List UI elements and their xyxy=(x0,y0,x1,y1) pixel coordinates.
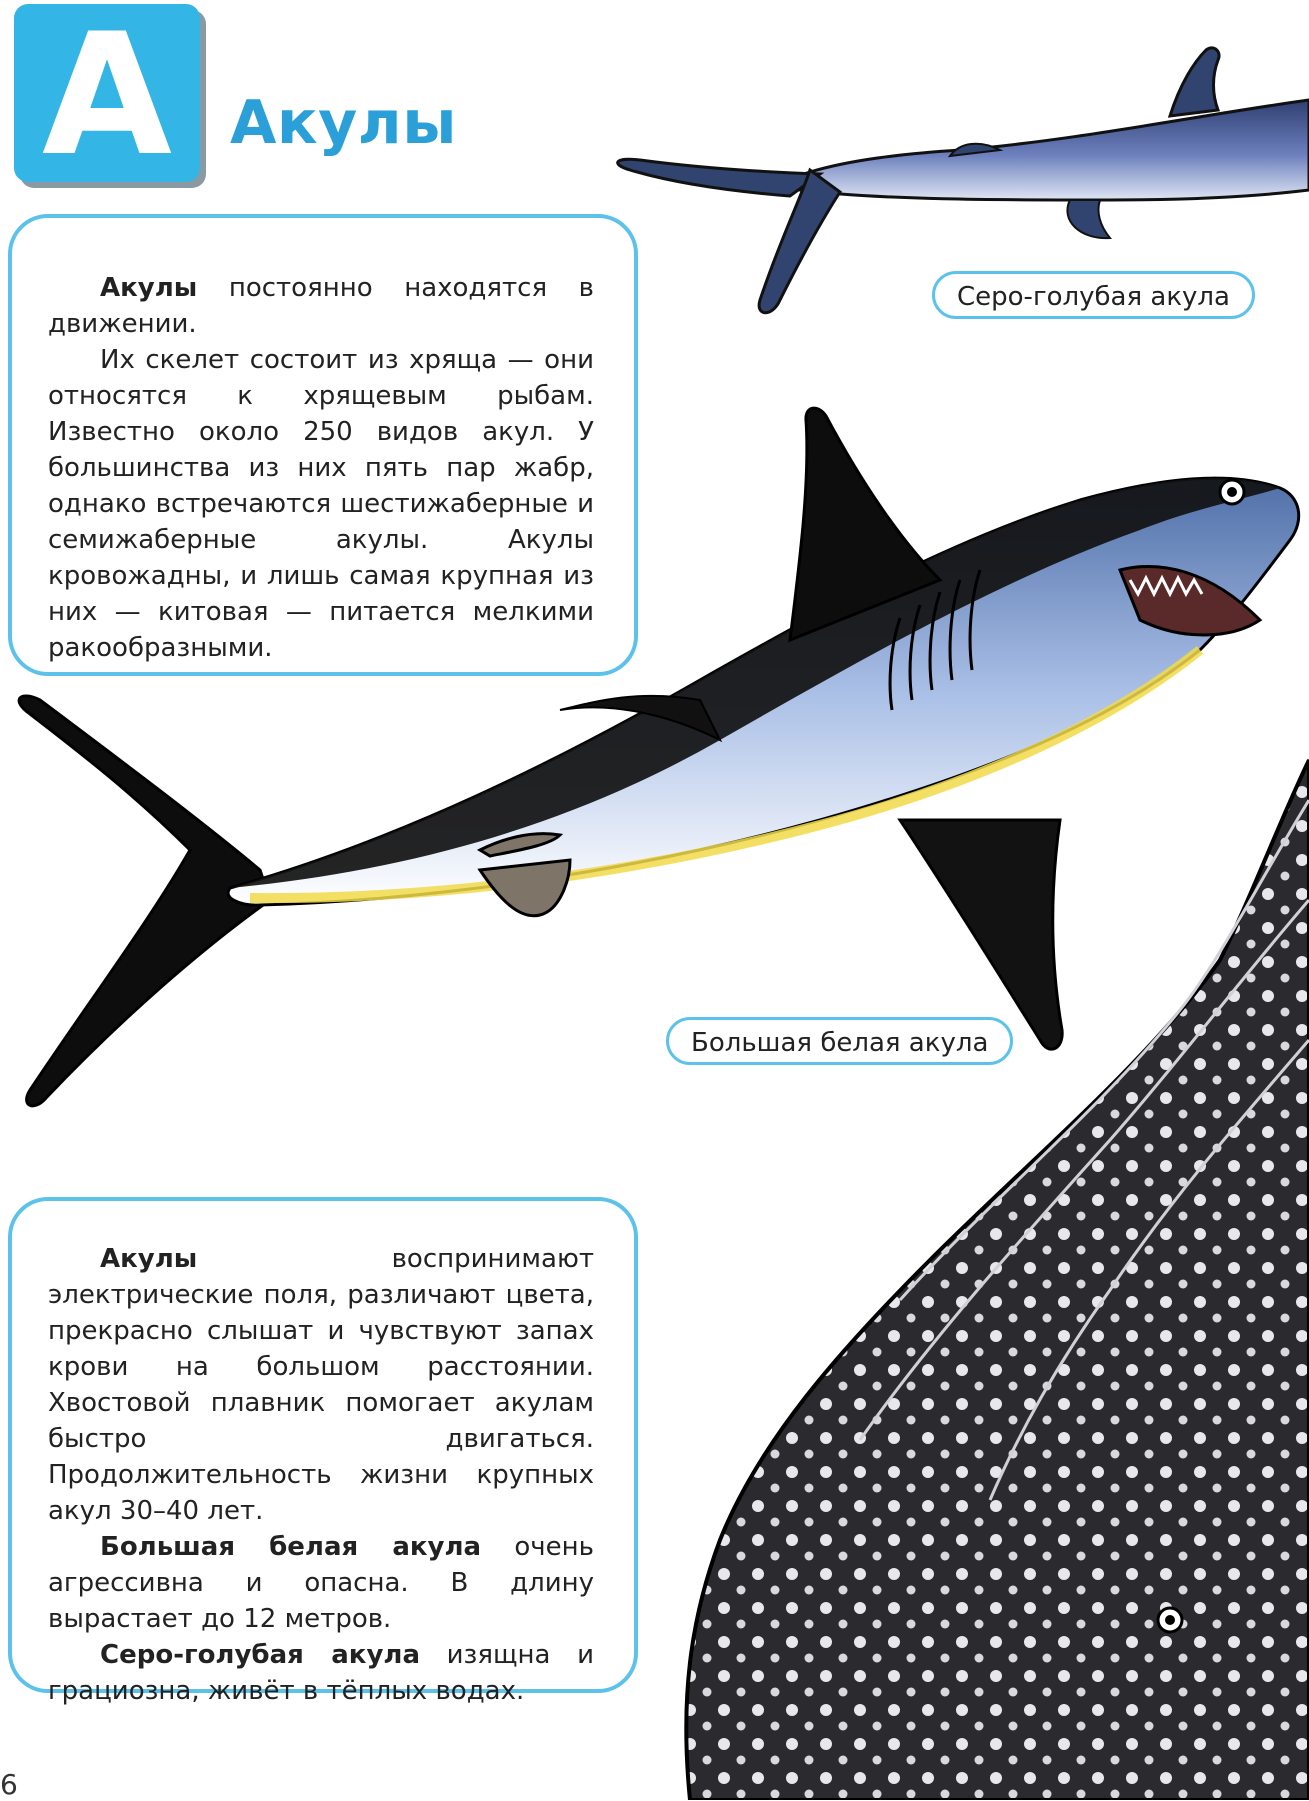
great-white-shark-label: Большая белая акула xyxy=(666,1017,1013,1065)
facts-paragraph-3-text: изящна и грациозна, живёт в тёплых водах. xyxy=(48,1640,595,1706)
page-number: 6 xyxy=(0,1768,18,1801)
section-letter-badge xyxy=(14,0,200,193)
blue-shark-label: Серо-голубая акула xyxy=(932,271,1255,319)
facts-paragraph-1 xyxy=(48,1241,594,1529)
intro-paragraph-2: Их скелет состоит из хряща — они относятся к хрящевым рыбам. Известно около 250 видов акул. У большинства из них пять пар жабр, однако встречаются шестижаберные и семижаберные акулы. Акулы кровожадны, и лишь самая крупная из них — китовая — питается мелкими ракообразными. xyxy=(48,345,594,663)
section-letter: А xyxy=(41,0,173,193)
facts-paragraph-2-text: очень агрессивна и опасна. В длину вырастает до 12 метров. xyxy=(48,1532,594,1634)
facts-paragraph-1-text: воспринимают электрические поля, различают цвета, прекрасно слышат и чувствуют запах крови на большом расстоянии. Хвостовой плавник помогает акулам быстро двигаться. Продолжительность жизни крупных акул 30–40 лет. xyxy=(48,1244,594,1526)
intro-text-box xyxy=(8,214,638,676)
intro-bold-term: Акулы xyxy=(100,273,198,303)
facts-bold-term-3: Серо-голубая акула xyxy=(100,1640,420,1670)
intro-paragraph-1 xyxy=(48,270,594,342)
intro-paragraph-1-text: постоянно находятся в движении. xyxy=(48,273,594,339)
facts-text-box xyxy=(8,1197,638,1706)
page-title: Акулы xyxy=(230,88,457,158)
facts-bold-term-1: Акулы xyxy=(100,1244,198,1274)
facts-paragraph-2 xyxy=(48,1529,594,1637)
facts-paragraph-3 xyxy=(48,1637,594,1709)
facts-bold-term-2: Большая белая акула xyxy=(100,1532,482,1562)
